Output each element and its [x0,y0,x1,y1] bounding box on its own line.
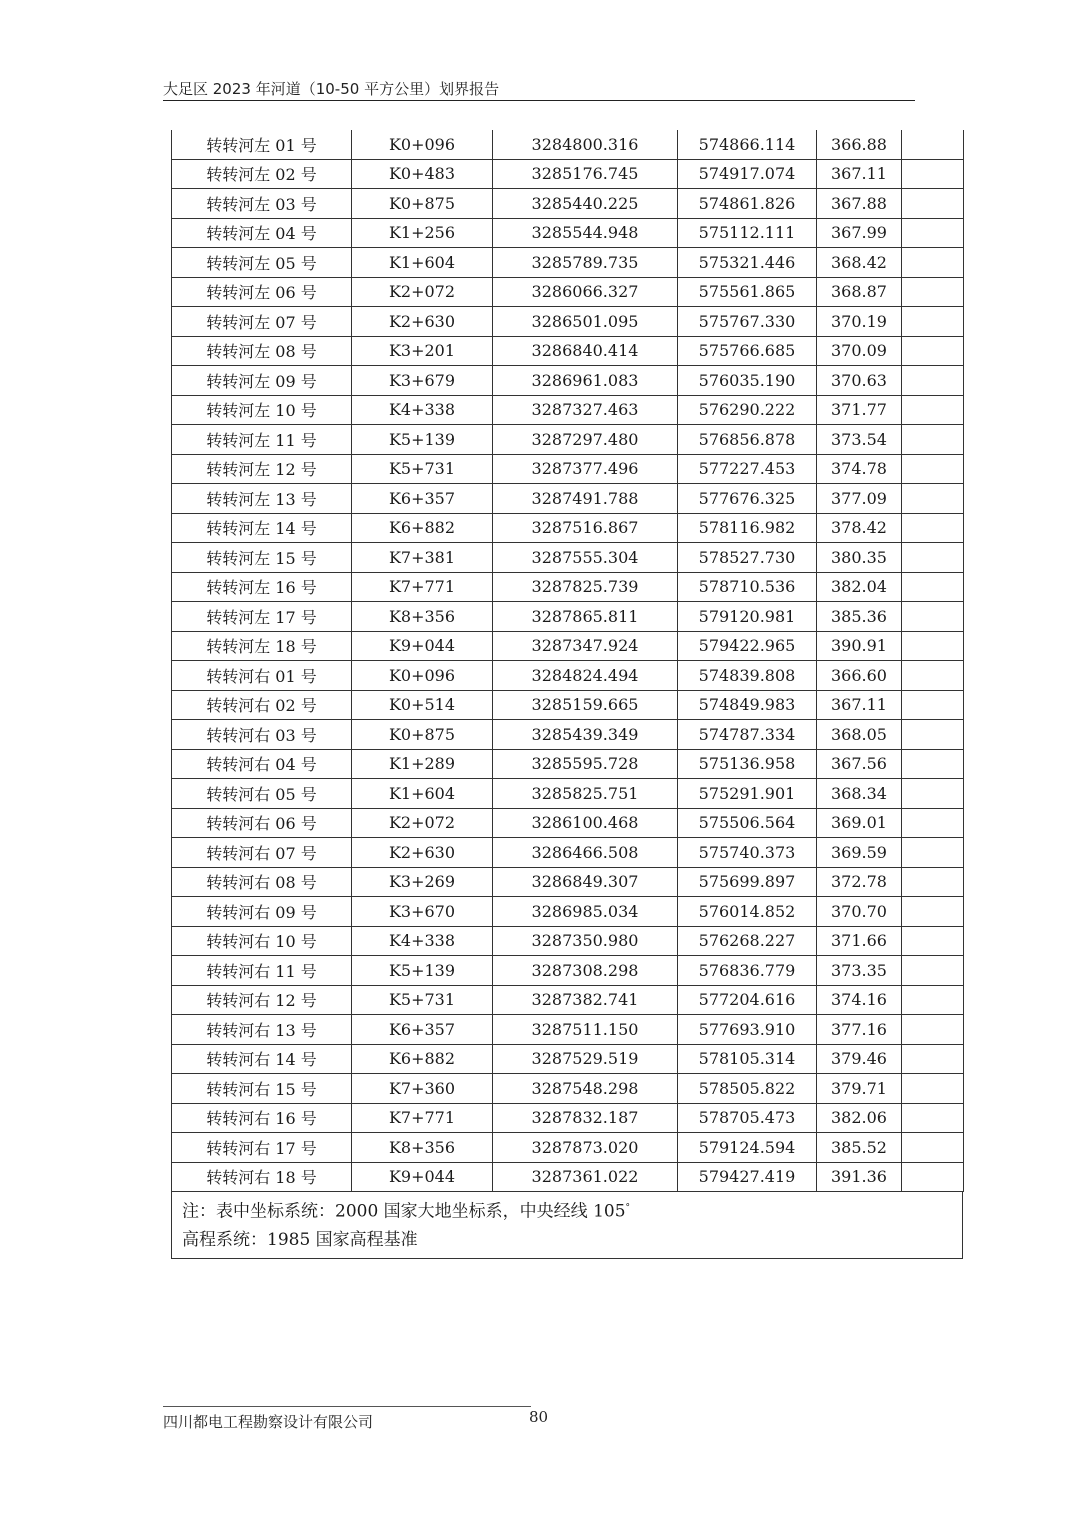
remark-cell [902,631,964,661]
x-coordinate-cell: 3287529.519 [493,1044,678,1074]
table-row [172,661,964,691]
x-coordinate-cell: 3286066.327 [493,277,678,307]
footer-company: 四川都电工程勘察设计有限公司 [163,1413,374,1431]
station-cell: K1+604 [352,779,493,809]
point-name-cell: 转转河右 11 号 [172,956,352,986]
elevation-cell: 370.09 [817,336,902,366]
y-coordinate-cell: 574917.074 [678,159,817,189]
point-name-cell: 转转河左 09 号 [172,366,352,396]
remark-cell [902,130,964,159]
point-name-cell: 转转河右 10 号 [172,926,352,956]
y-coordinate-cell: 575291.901 [678,779,817,809]
coordinate-table-container [171,130,963,1259]
remark-cell [902,985,964,1015]
station-cell: K2+630 [352,307,493,337]
station-cell: K4+338 [352,926,493,956]
page-header [163,78,915,101]
elevation-cell: 371.77 [817,395,902,425]
x-coordinate-cell: 3287865.811 [493,602,678,632]
y-coordinate-cell: 575740.373 [678,838,817,868]
table-row [172,543,964,573]
remark-cell [902,1015,964,1045]
remark-cell [902,661,964,691]
remark-cell [902,454,964,484]
station-cell: K3+679 [352,366,493,396]
elevation-cell: 382.06 [817,1103,902,1133]
x-coordinate-cell: 3287832.187 [493,1103,678,1133]
station-cell: K0+096 [352,130,493,159]
elevation-cell: 367.99 [817,218,902,248]
elevation-cell: 373.54 [817,425,902,455]
x-coordinate-cell: 3285544.948 [493,218,678,248]
y-coordinate-cell: 576014.852 [678,897,817,927]
x-coordinate-cell: 3287491.788 [493,484,678,514]
x-coordinate-cell: 3287825.739 [493,572,678,602]
x-coordinate-cell: 3287873.020 [493,1133,678,1163]
elevation-cell: 385.52 [817,1133,902,1163]
station-cell: K7+381 [352,543,493,573]
station-cell: K0+096 [352,661,493,691]
point-name-cell: 转转河右 05 号 [172,779,352,809]
point-name-cell: 转转河左 02 号 [172,159,352,189]
point-name-cell: 转转河左 03 号 [172,189,352,219]
y-coordinate-cell: 578105.314 [678,1044,817,1074]
y-coordinate-cell: 575112.111 [678,218,817,248]
table-row [172,130,964,159]
elevation-cell: 390.91 [817,631,902,661]
remark-cell [902,838,964,868]
degree-symbol: ° [625,1203,631,1213]
y-coordinate-cell: 576268.227 [678,926,817,956]
table-row [172,572,964,602]
y-coordinate-cell: 579427.419 [678,1162,817,1192]
x-coordinate-cell: 3287555.304 [493,543,678,573]
elevation-cell: 366.60 [817,661,902,691]
elevation-cell: 367.56 [817,749,902,779]
y-coordinate-cell: 576290.222 [678,395,817,425]
point-name-cell: 转转河右 04 号 [172,749,352,779]
remark-cell [902,1044,964,1074]
y-coordinate-cell: 578116.982 [678,513,817,543]
remark-cell [902,956,964,986]
x-coordinate-cell: 3286840.414 [493,336,678,366]
station-cell: K7+771 [352,572,493,602]
table-row [172,1044,964,1074]
elevation-cell: 372.78 [817,867,902,897]
station-cell: K3+269 [352,867,493,897]
station-cell: K8+356 [352,602,493,632]
station-cell: K2+630 [352,838,493,868]
point-name-cell: 转转河左 11 号 [172,425,352,455]
point-name-cell: 转转河左 18 号 [172,631,352,661]
station-cell: K8+356 [352,1133,493,1163]
y-coordinate-cell: 575561.865 [678,277,817,307]
table-row [172,808,964,838]
table-row [172,218,964,248]
station-cell: K3+201 [352,336,493,366]
elevation-cell: 367.11 [817,159,902,189]
y-coordinate-cell: 578527.730 [678,543,817,573]
point-name-cell: 转转河左 15 号 [172,543,352,573]
point-name-cell: 转转河右 07 号 [172,838,352,868]
elevation-cell: 378.42 [817,513,902,543]
station-cell: K7+771 [352,1103,493,1133]
table-row [172,985,964,1015]
station-cell: K5+731 [352,985,493,1015]
table-row [172,484,964,514]
table-row [172,366,964,396]
x-coordinate-cell: 3286849.307 [493,867,678,897]
elevation-cell: 379.46 [817,1044,902,1074]
table-row [172,1074,964,1104]
elevation-cell: 367.88 [817,189,902,219]
station-cell: K6+357 [352,484,493,514]
elevation-cell: 368.87 [817,277,902,307]
x-coordinate-cell: 3285176.745 [493,159,678,189]
point-name-cell: 转转河右 17 号 [172,1133,352,1163]
remark-cell [902,395,964,425]
point-name-cell: 转转河右 18 号 [172,1162,352,1192]
table-row [172,1015,964,1045]
station-cell: K6+882 [352,513,493,543]
remark-cell [902,1133,964,1163]
y-coordinate-cell: 577227.453 [678,454,817,484]
elevation-cell: 374.16 [817,985,902,1015]
remark-cell [902,897,964,927]
remark-cell [902,602,964,632]
y-coordinate-cell: 575506.564 [678,808,817,838]
report-title: 大足区 2023 年河道（10-50 平方公里）划界报告 [163,80,500,98]
x-coordinate-cell: 3287377.496 [493,454,678,484]
y-coordinate-cell: 577693.910 [678,1015,817,1045]
remark-cell [902,189,964,219]
station-cell: K7+360 [352,1074,493,1104]
table-row [172,336,964,366]
x-coordinate-cell: 3287327.463 [493,395,678,425]
x-coordinate-cell: 3286961.083 [493,366,678,396]
remark-cell [902,513,964,543]
note-line-1: 注：表中坐标系统：2000 国家大地坐标系，中央经线 105 [182,1201,626,1222]
footer-divider [163,1406,531,1407]
remark-cell [902,690,964,720]
elevation-cell: 370.19 [817,307,902,337]
x-coordinate-cell: 3287361.022 [493,1162,678,1192]
table-row [172,1162,964,1192]
station-cell: K0+875 [352,189,493,219]
point-name-cell: 转转河右 01 号 [172,661,352,691]
x-coordinate-cell: 3287347.924 [493,631,678,661]
point-name-cell: 转转河右 02 号 [172,690,352,720]
x-coordinate-cell: 3285159.665 [493,690,678,720]
y-coordinate-cell: 574849.983 [678,690,817,720]
y-coordinate-cell: 575767.330 [678,307,817,337]
y-coordinate-cell: 579120.981 [678,602,817,632]
elevation-cell: 366.88 [817,130,902,159]
table-row [172,602,964,632]
table-row [172,631,964,661]
x-coordinate-cell: 3286985.034 [493,897,678,927]
point-name-cell: 转转河左 06 号 [172,277,352,307]
table-row [172,277,964,307]
x-coordinate-cell: 3285789.735 [493,248,678,278]
remark-cell [902,779,964,809]
y-coordinate-cell: 576856.878 [678,425,817,455]
point-name-cell: 转转河右 08 号 [172,867,352,897]
remark-cell [902,867,964,897]
remark-cell [902,366,964,396]
table-row [172,1103,964,1133]
x-coordinate-cell: 3287350.980 [493,926,678,956]
station-cell: K9+044 [352,1162,493,1192]
point-name-cell: 转转河右 09 号 [172,897,352,927]
y-coordinate-cell: 576035.190 [678,366,817,396]
station-cell: K2+072 [352,277,493,307]
remark-cell [902,572,964,602]
x-coordinate-cell: 3285825.751 [493,779,678,809]
station-cell: K0+483 [352,159,493,189]
elevation-cell: 374.78 [817,454,902,484]
table-row [172,189,964,219]
elevation-cell: 382.04 [817,572,902,602]
table-note [171,1192,963,1259]
point-name-cell: 转转河左 08 号 [172,336,352,366]
station-cell: K1+289 [352,749,493,779]
table-row [172,897,964,927]
table-row [172,956,964,986]
elevation-cell: 391.36 [817,1162,902,1192]
point-name-cell: 转转河右 06 号 [172,808,352,838]
point-name-cell: 转转河右 12 号 [172,985,352,1015]
point-name-cell: 转转河右 15 号 [172,1074,352,1104]
table-row [172,690,964,720]
y-coordinate-cell: 575321.446 [678,248,817,278]
station-cell: K1+604 [352,248,493,278]
y-coordinate-cell: 574839.808 [678,661,817,691]
point-name-cell: 转转河左 17 号 [172,602,352,632]
station-cell: K5+731 [352,454,493,484]
y-coordinate-cell: 578705.473 [678,1103,817,1133]
y-coordinate-cell: 577676.325 [678,484,817,514]
x-coordinate-cell: 3284824.494 [493,661,678,691]
station-cell: K0+875 [352,720,493,750]
table-row [172,248,964,278]
x-coordinate-cell: 3287308.298 [493,956,678,986]
page-number: 80 [529,1408,549,1426]
x-coordinate-cell: 3286100.468 [493,808,678,838]
station-cell: K1+256 [352,218,493,248]
x-coordinate-cell: 3286501.095 [493,307,678,337]
elevation-cell: 379.71 [817,1074,902,1104]
elevation-cell: 369.59 [817,838,902,868]
elevation-cell: 368.05 [817,720,902,750]
remark-cell [902,1103,964,1133]
remark-cell [902,543,964,573]
remark-cell [902,808,964,838]
elevation-cell: 370.70 [817,897,902,927]
remark-cell [902,248,964,278]
table-row [172,1133,964,1163]
point-name-cell: 转转河左 16 号 [172,572,352,602]
x-coordinate-cell: 3285595.728 [493,749,678,779]
x-coordinate-cell: 3285439.349 [493,720,678,750]
table-row [172,720,964,750]
y-coordinate-cell: 579422.965 [678,631,817,661]
station-cell: K9+044 [352,631,493,661]
table-row [172,749,964,779]
point-name-cell: 转转河左 01 号 [172,130,352,159]
point-name-cell: 转转河右 16 号 [172,1103,352,1133]
y-coordinate-cell: 579124.594 [678,1133,817,1163]
elevation-cell: 380.35 [817,543,902,573]
point-name-cell: 转转河右 13 号 [172,1015,352,1045]
elevation-cell: 385.36 [817,602,902,632]
point-name-cell: 转转河右 03 号 [172,720,352,750]
elevation-cell: 371.66 [817,926,902,956]
table-row [172,779,964,809]
remark-cell [902,720,964,750]
remark-cell [902,307,964,337]
remark-cell [902,336,964,366]
table-row [172,513,964,543]
note-elevation-system: 高程系统：1985 国家高程基准 [182,1229,418,1250]
x-coordinate-cell: 3287297.480 [493,425,678,455]
coordinate-table-body [172,130,964,1192]
y-coordinate-cell: 574787.334 [678,720,817,750]
elevation-cell: 377.16 [817,1015,902,1045]
x-coordinate-cell: 3287516.867 [493,513,678,543]
station-cell: K0+514 [352,690,493,720]
x-coordinate-cell: 3284800.316 [493,130,678,159]
point-name-cell: 转转河左 10 号 [172,395,352,425]
x-coordinate-cell: 3285440.225 [493,189,678,219]
x-coordinate-cell: 3287511.150 [493,1015,678,1045]
elevation-cell: 368.34 [817,779,902,809]
y-coordinate-cell: 576836.779 [678,956,817,986]
remark-cell [902,1162,964,1192]
remark-cell [902,277,964,307]
table-row [172,867,964,897]
remark-cell [902,484,964,514]
elevation-cell: 373.35 [817,956,902,986]
y-coordinate-cell: 578710.536 [678,572,817,602]
point-name-cell: 转转河右 14 号 [172,1044,352,1074]
table-row [172,307,964,337]
station-cell: K6+882 [352,1044,493,1074]
table-row [172,159,964,189]
remark-cell [902,749,964,779]
station-cell: K3+670 [352,897,493,927]
table-row [172,926,964,956]
station-cell: K5+139 [352,956,493,986]
elevation-cell: 367.11 [817,690,902,720]
point-name-cell: 转转河左 13 号 [172,484,352,514]
y-coordinate-cell: 575699.897 [678,867,817,897]
coordinate-table [171,130,964,1192]
table-row [172,395,964,425]
elevation-cell: 377.09 [817,484,902,514]
x-coordinate-cell: 3286466.508 [493,838,678,868]
y-coordinate-cell: 574866.114 [678,130,817,159]
point-name-cell: 转转河左 12 号 [172,454,352,484]
remark-cell [902,1074,964,1104]
elevation-cell: 368.42 [817,248,902,278]
x-coordinate-cell: 3287382.741 [493,985,678,1015]
elevation-cell: 369.01 [817,808,902,838]
station-cell: K2+072 [352,808,493,838]
table-row [172,425,964,455]
table-row [172,454,964,484]
y-coordinate-cell: 575766.685 [678,336,817,366]
elevation-cell: 370.63 [817,366,902,396]
point-name-cell: 转转河左 07 号 [172,307,352,337]
remark-cell [902,218,964,248]
y-coordinate-cell: 577204.616 [678,985,817,1015]
table-row [172,838,964,868]
station-cell: K4+338 [352,395,493,425]
station-cell: K6+357 [352,1015,493,1045]
y-coordinate-cell: 578505.822 [678,1074,817,1104]
station-cell: K5+139 [352,425,493,455]
x-coordinate-cell: 3287548.298 [493,1074,678,1104]
point-name-cell: 转转河左 04 号 [172,218,352,248]
point-name-cell: 转转河左 14 号 [172,513,352,543]
remark-cell [902,159,964,189]
y-coordinate-cell: 575136.958 [678,749,817,779]
remark-cell [902,926,964,956]
y-coordinate-cell: 574861.826 [678,189,817,219]
note-coordinate-system [182,1194,952,1226]
point-name-cell: 转转河左 05 号 [172,248,352,278]
remark-cell [902,425,964,455]
